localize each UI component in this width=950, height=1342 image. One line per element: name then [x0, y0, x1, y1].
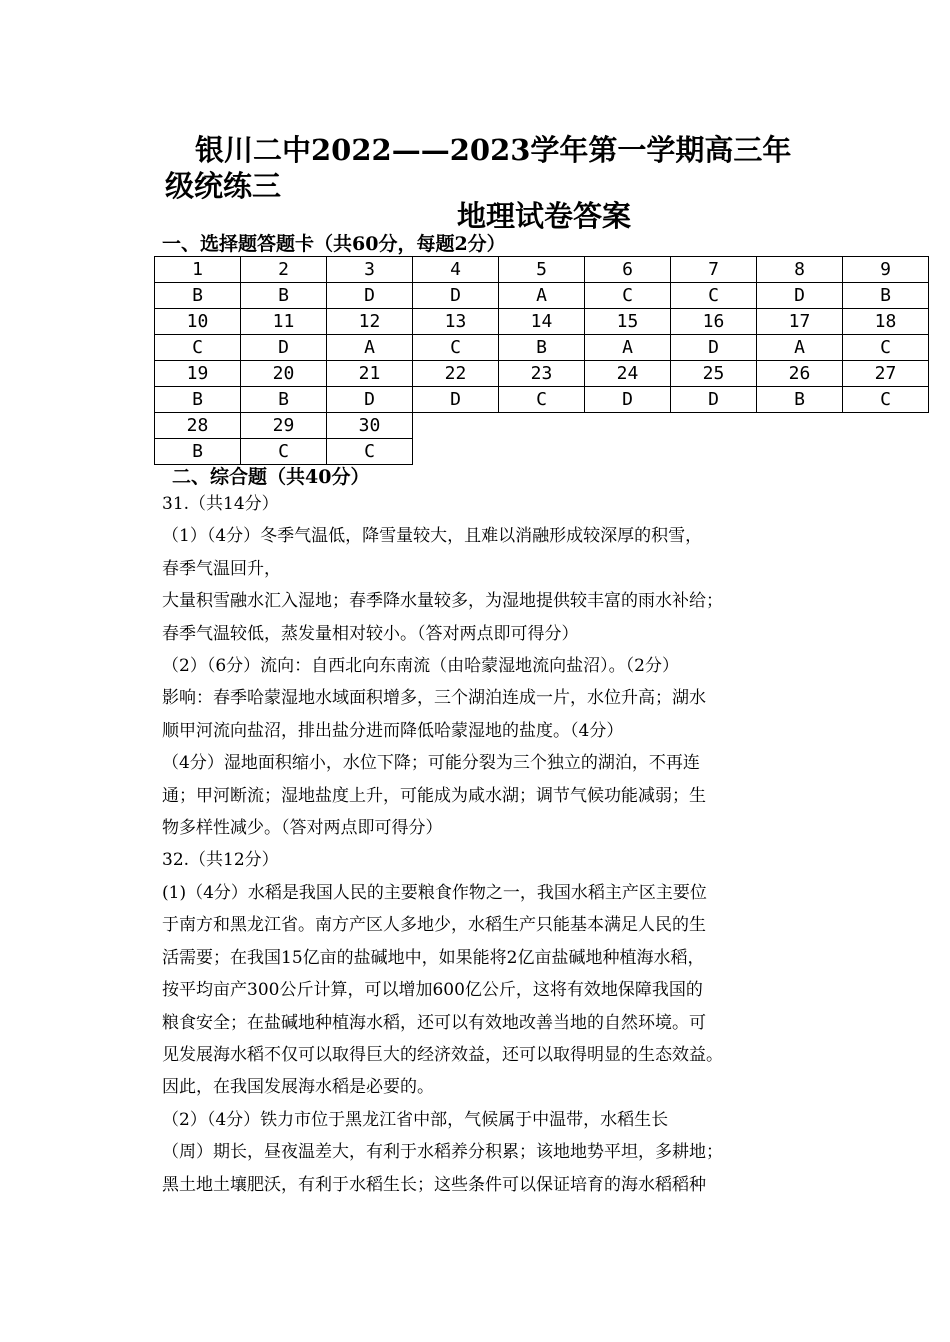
question-number-cell: 22: [413, 361, 499, 387]
text-line: （2）（6分）流向：自西北向东南流（由哈蒙湿地流向盐沼）。（2分）: [162, 656, 679, 677]
question-number-cell: 15: [585, 309, 671, 335]
question-number-cell: 13: [413, 309, 499, 335]
text-line: 影响：春季哈蒙湿地水域面积增多，三个湖泊连成一片，水位升高；湖水: [162, 688, 706, 709]
answer-cell: D: [327, 283, 413, 309]
answer-cell: C: [155, 335, 241, 361]
text-line: 通；甲河断流；湿地盐度上升，可能成为咸水湖；调节气候功能减弱；生: [162, 785, 706, 806]
answer-cell: D: [241, 335, 327, 361]
answer-cell: C: [413, 335, 499, 361]
question-number-cell: 29: [241, 413, 327, 439]
answer-cell: B: [241, 283, 327, 309]
text-line: （2）（4分）铁力市位于黑龙江省中部，气候属于中温带，水稻生长: [162, 1109, 669, 1130]
text-line: （周）期长，昼夜温差大，有利于水稻养分积累；该地地势平坦，多耕地；: [162, 1142, 723, 1163]
text-line: 因此，在我国发展海水稻是必要的。: [162, 1077, 434, 1098]
question-number-cell: 11: [241, 309, 327, 335]
text-line: 活需要；在我国15亿亩的盐碱地中，如果能将2亿亩盐碱地种植海水稻，: [162, 947, 705, 968]
text-line: 顺甲河流向盐沼，排出盐分进而降低哈蒙湿地的盐度。（4分）: [162, 720, 624, 741]
answer-cell: D: [757, 283, 843, 309]
answer-cell: D: [413, 387, 499, 413]
answer-cell: B: [155, 283, 241, 309]
text-line: 按平均亩产300公斤计算，可以增加600亿公斤，这将有效地保障我国的: [162, 980, 703, 1001]
question-number-cell: 6: [585, 257, 671, 283]
answer-cell: C: [843, 387, 929, 413]
answer-cell: B: [241, 387, 327, 413]
question-number-cell: 5: [499, 257, 585, 283]
question-number-cell: 18: [843, 309, 929, 335]
question-number-cell: 3: [327, 257, 413, 283]
answer-text: [162, 488, 812, 1201]
table-row: [155, 283, 929, 309]
question-number-cell: 27: [843, 361, 929, 387]
table-row: [155, 387, 929, 413]
table-row: [155, 257, 929, 283]
answer-cell: C: [843, 335, 929, 361]
text-line: 春季气温较低，蒸发量相对较小。（答对两点即可得分）: [162, 623, 579, 644]
section-heading-comprehensive: 二、综合题（共40分）: [172, 466, 370, 488]
question-number-cell: 9: [843, 257, 929, 283]
text-line: （1）（4分）冬季气温低，降雪量较大，且难以消融形成较深厚的积雪，: [162, 526, 703, 547]
question-number-cell: 10: [155, 309, 241, 335]
question-number-cell: 19: [155, 361, 241, 387]
question-number-cell: 7: [671, 257, 757, 283]
answer-cell: B: [499, 335, 585, 361]
answer-cell: B: [757, 387, 843, 413]
answer-cell: C: [327, 439, 413, 465]
table-row: [155, 413, 929, 439]
answer-cell: D: [585, 387, 671, 413]
text-line: (1)（4分）水稻是我国人民的主要粮食作物之一，我国水稻主产区主要位: [162, 882, 707, 903]
answer-cell: B: [155, 387, 241, 413]
answer-cell: B: [155, 439, 241, 465]
text-line: 物多样性减少。（答对两点即可得分）: [162, 818, 443, 839]
text-line: 粮食安全；在盐碱地种植海水稻，还可以有效地改善当地的自然环境。可: [162, 1012, 706, 1033]
answer-cell: D: [671, 335, 757, 361]
answer-cell: D: [413, 283, 499, 309]
text-line: （4分）湿地面积缩小，水位下降；可能分裂为三个独立的湖泊，不再连: [162, 753, 700, 774]
answer-table: [154, 256, 929, 465]
table-row: [155, 361, 929, 387]
question-number-cell: 28: [155, 413, 241, 439]
question-number-cell: 26: [757, 361, 843, 387]
text-line: 见发展海水稻不仅可以取得巨大的经济效益，还可以取得明显的生态效益。: [162, 1044, 723, 1065]
answer-cell: D: [327, 387, 413, 413]
answer-cell: C: [671, 283, 757, 309]
question-number-cell: 23: [499, 361, 585, 387]
table-row: [155, 309, 929, 335]
question-number-cell: 16: [671, 309, 757, 335]
text-line: 春季气温回升，: [162, 558, 281, 579]
question-number-cell: 25: [671, 361, 757, 387]
text-line: 于南方和黑龙江省。南方产区人多地少，水稻生产只能基本满足人民的生: [162, 915, 706, 936]
answer-cell: A: [327, 335, 413, 361]
question-number-cell: 1: [155, 257, 241, 283]
answer-cell: C: [585, 283, 671, 309]
question-number-cell: 24: [585, 361, 671, 387]
answer-cell: A: [757, 335, 843, 361]
table-row: [155, 439, 929, 465]
question-number-cell: 8: [757, 257, 843, 283]
text-line: 黑土地土壤肥沃，有利于水稻生长；这些条件可以保证培育的海水稻稻种: [162, 1174, 706, 1195]
answer-cell: D: [671, 387, 757, 413]
answer-cell: C: [241, 439, 327, 465]
text-line: 大量积雪融水汇入湿地；春季降水量较多，为湿地提供较丰富的雨水补给；: [162, 591, 723, 612]
answer-cell: B: [843, 283, 929, 309]
question-number-cell: 2: [241, 257, 327, 283]
question-number-cell: 21: [327, 361, 413, 387]
page-subtitle: 地理试卷答案: [456, 199, 631, 233]
text-line: 31.（共14分）: [162, 494, 279, 514]
text-line: 32.（共12分）: [162, 850, 279, 871]
table-row: [155, 335, 929, 361]
question-number-cell: 30: [327, 413, 413, 439]
page-title: [165, 132, 825, 204]
answer-cell: C: [499, 387, 585, 413]
question-number-cell: 14: [499, 309, 585, 335]
question-number-cell: 12: [327, 309, 413, 335]
section-heading-choice: 一、选择题答题卡（共60分，每题2分）: [162, 233, 506, 255]
title-line-1: 银川二中2022——2023学年第一学期高三年: [195, 133, 792, 167]
answer-cell: A: [499, 283, 585, 309]
question-number-cell: 20: [241, 361, 327, 387]
question-number-cell: 4: [413, 257, 499, 283]
answer-cell: A: [585, 335, 671, 361]
title-line-1b: 级统练三: [165, 169, 282, 203]
question-number-cell: 17: [757, 309, 843, 335]
